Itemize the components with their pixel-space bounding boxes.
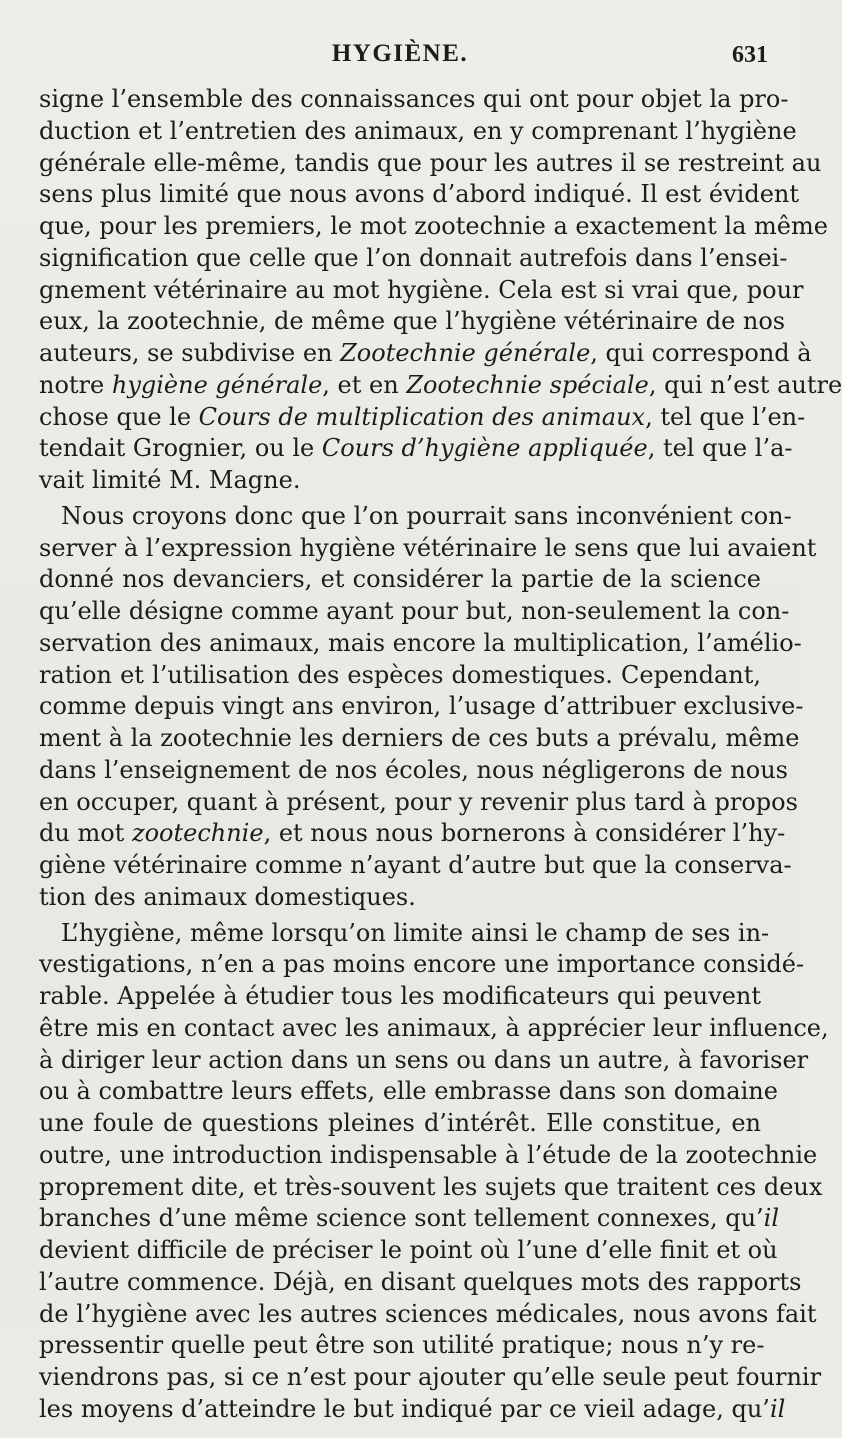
- text-line: L’hygiène, même lorsqu’on limite ainsi le champ de ses in-: [61, 918, 770, 947]
- text-line: auteurs, se subdivise en Zootechnie générale, qui correspond à: [39, 339, 812, 367]
- text-line: sens plus limité que nous avons d’abord indiqué. Il est évident: [39, 180, 800, 209]
- text-line: comme depuis vingt ans environ, l’usage d’attribuer exclusive-: [39, 692, 804, 721]
- text-line: notre hygiène générale, et en Zootechnie spéciale, qui n’est autre: [39, 370, 842, 399]
- text-line: signe l’ensemble des connaissances qui ont pour objet la pro-: [39, 85, 789, 113]
- text-line: servation des animaux, mais encore la multiplication, l’amélio-: [39, 628, 802, 657]
- text-line: signification que celle que l’on donnait autrefois dans l’ensei-: [39, 243, 788, 272]
- text-line: vait limité M. Magne.: [39, 466, 301, 494]
- text-line: ment à la zootechnie les derniers de ces buts a prévalu, même: [39, 724, 800, 752]
- text-line: outre, une introduction indispensable à l’étude de la zootechnie: [39, 1140, 818, 1169]
- running-head: [0, 40, 800, 80]
- text-line: chose que le Cours de multiplication des animaux, tel que l’en-: [39, 402, 806, 431]
- text-line: du mot zootechnie, et nous nous bornerons à considérer l’hy-: [39, 819, 786, 848]
- text-line: server à l’expression hygiène vétérinaire le sens que lui avaient: [39, 533, 817, 562]
- text-line: donné nos devanciers, et considérer la partie de la science: [39, 565, 761, 594]
- paragraph-2: [39, 501, 817, 914]
- body-text: [39, 84, 842, 1426]
- text-line: branches d’une même science sont tellement connexes, qu’il: [39, 1204, 780, 1233]
- text-line: Nous croyons donc que l’on pourrait sans inconvénient con-: [61, 501, 792, 530]
- text-line: l’autre commence. Déjà, en disant quelques mots des rapports: [39, 1267, 802, 1296]
- text-line: duction et l’entretien des animaux, en y comprenant l’hygiène: [39, 116, 797, 145]
- running-title: HYGIÈNE.: [331, 40, 469, 67]
- text-line: de l’hygiène avec les autres sciences médicales, nous avons fait: [39, 1299, 817, 1328]
- text-line: devient difficile de préciser le point où l’une d’elle finit et où: [39, 1236, 778, 1264]
- text-line: tion des animaux domestiques.: [39, 882, 416, 911]
- text-line: giène vétérinaire comme n’ayant d’autre but que la conserva-: [39, 851, 792, 879]
- text-line: que, pour les premiers, le mot zootechnie a exactement la même: [39, 212, 828, 240]
- text-line: qu’elle désigne comme ayant pour but, non-seulement la con-: [39, 597, 790, 625]
- text-line: générale elle-même, tandis que pour les autres il se restreint au: [39, 148, 822, 177]
- text-line: ration et l’utilisation des espèces domestiques. Cependant,: [39, 660, 761, 689]
- text-line: proprement dite, et très-souvent les sujets que traitent ces deux: [39, 1172, 823, 1201]
- text-line: gnement vétérinaire au mot hygiène. Cela est si vrai que, pour: [39, 275, 804, 304]
- text-line: ou à combattre leurs effets, elle embrasse dans son domaine: [39, 1077, 778, 1106]
- text-line: tendait Grognier, ou le Cours d’hygiène appliquée, tel que l’a-: [39, 434, 793, 463]
- page-number: 631: [732, 42, 768, 68]
- text-line: dans l’enseignement de nos écoles, nous négligerons de nous: [39, 755, 788, 784]
- text-line: une foule de questions pleines d’intérêt. Elle constitue, en: [39, 1109, 761, 1137]
- text-line: à diriger leur action dans un sens ou dans un autre, à favoriser: [39, 1045, 809, 1074]
- text-line: eux, la zootechnie, de même que l’hygiène vétérinaire de nos: [39, 307, 786, 336]
- text-line: viendrons pas, si ce n’est pour ajouter qu’elle seule peut fournir: [39, 1363, 822, 1391]
- text-line: les moyens d’atteindre le but indiqué par ce vieil adage, qu’il: [39, 1394, 786, 1423]
- paragraph-1: [39, 84, 842, 497]
- text-line: en occuper, quant à présent, pour y revenir plus tard à propos: [39, 787, 798, 816]
- text-line: vestigations, n’en a pas moins encore une importance considé-: [39, 950, 805, 979]
- text-line: rable. Appelée à étudier tous les modificateurs qui peuvent: [39, 982, 761, 1010]
- paragraph-3: [39, 918, 829, 1426]
- text-line: être mis en contact avec les animaux, à apprécier leur influence,: [39, 1013, 829, 1042]
- text-line: pressentir quelle peut être son utilité pratique; nous n’y re-: [39, 1331, 765, 1360]
